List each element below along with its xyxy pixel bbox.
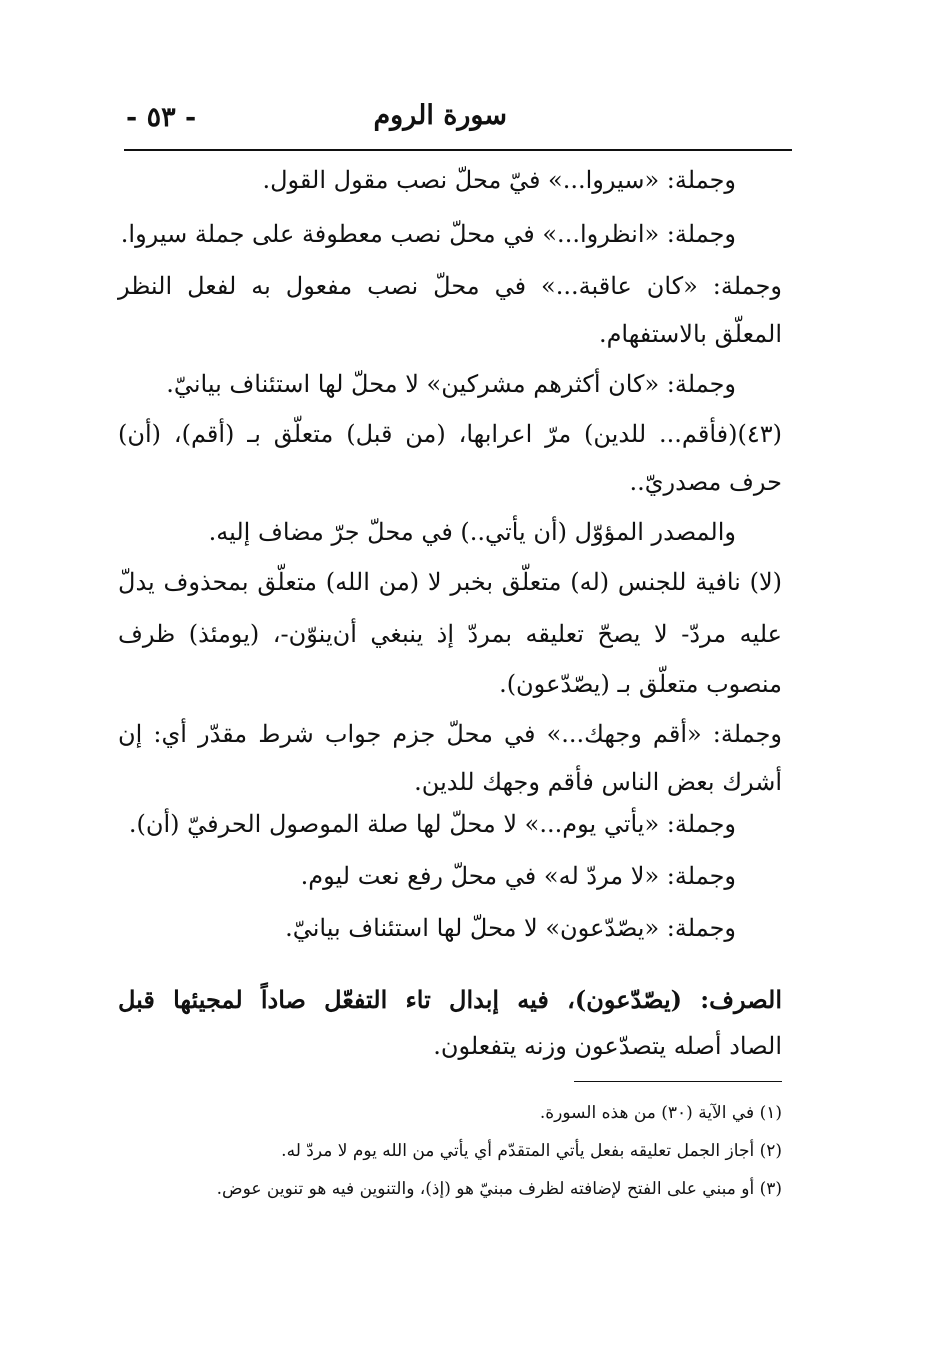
body-line-12: وجملة: «أقم وجهك...» في محلّ جزم جواب شرط مقدّر أي: إن bbox=[118, 720, 782, 748]
body-line-2: وجملة: «انظروا...» في محلّ نصب معطوفة على جملة سيروا. bbox=[120, 220, 736, 248]
body-line-13: أشرك بعض الناس فأقم وجهك للدين. bbox=[414, 768, 782, 796]
body-line-3: وجملة: «كان عاقبة...» في محلّ نصب مفعول به لفعل النظر bbox=[118, 272, 782, 300]
header-rule bbox=[124, 149, 792, 151]
body-line-9: (لا) نافية للجنس (له) متعلّق بخبر لا (من الله) متعلّق بمحذوف يدلّ bbox=[118, 568, 782, 596]
sarf-line-1: الصرف: (يصّدّعون)، فيه إبدال تاء التفعّل صاداً لمجيئها قبل bbox=[118, 985, 782, 1014]
page-header bbox=[120, 100, 792, 144]
body-line-11: منصوب متعلّق بـ (يصّدّعون). bbox=[499, 670, 782, 698]
body-line-4: المعلّق بالاستفهام. bbox=[598, 320, 782, 348]
body-line-10: عليه مردّ- لا يصحّ تعليقه بمردّ إذ ينبغي أن‌ينوّن-، (يومئذ) ظرف bbox=[118, 620, 782, 648]
body-line-7: حرف مصدريّ.. bbox=[629, 468, 782, 496]
sarf-line-2: الصاد أصله يتصدّعون وزنه يتفعلون. bbox=[433, 1032, 782, 1060]
surah-title: سورة الروم bbox=[373, 100, 507, 131]
body-line-8: والمصدر المؤوّل (أن يأتي..) في محلّ جرّ مضاف إليه. bbox=[208, 518, 736, 546]
body-line-14: وجملة: «يأتي يوم...» لا محلّ لها صلة الموصول الحرفيّ (أن). bbox=[128, 810, 736, 838]
page-number: - ٥٣ - bbox=[126, 102, 197, 133]
footnote-rule bbox=[574, 1081, 782, 1082]
verse-43-text: (٤٣)(فأقم... للدين) مرّ اعرابها، (من قبل) متعلّق بـ (أقم)، (أن) bbox=[118, 420, 782, 448]
footnote-1: (١) في الآية (٣٠) من هذه السورة. bbox=[539, 1103, 782, 1123]
body-line-15: وجملة: «لا مردّ له» في محلّ رفع نعت ليوم. bbox=[300, 862, 736, 890]
footnote-3: (٣) أو مبني على الفتح لإضافته لظرف مبنيّ هو (إذ)، والتنوين فيه هو تنوين عوض. bbox=[216, 1179, 782, 1199]
footnote-2: (٢) أجاز الجمل تعليقه بفعل يأتي المتقدّم أي يأتي من الله يوم لا مردّ له. bbox=[281, 1141, 782, 1161]
body-line-1: وجملة: «سيروا...» فيّ محلّ نصب مقول القول. bbox=[262, 166, 736, 194]
body-line-16: وجملة: «يصّدّعون» لا محلّ لها استئناف بيانيّ. bbox=[285, 914, 736, 942]
body-line-5: وجملة: «كان أكثرهم مشركين» لا محلّ لها استئناف بيانيّ. bbox=[166, 370, 736, 398]
body-line-6 bbox=[118, 418, 782, 450]
